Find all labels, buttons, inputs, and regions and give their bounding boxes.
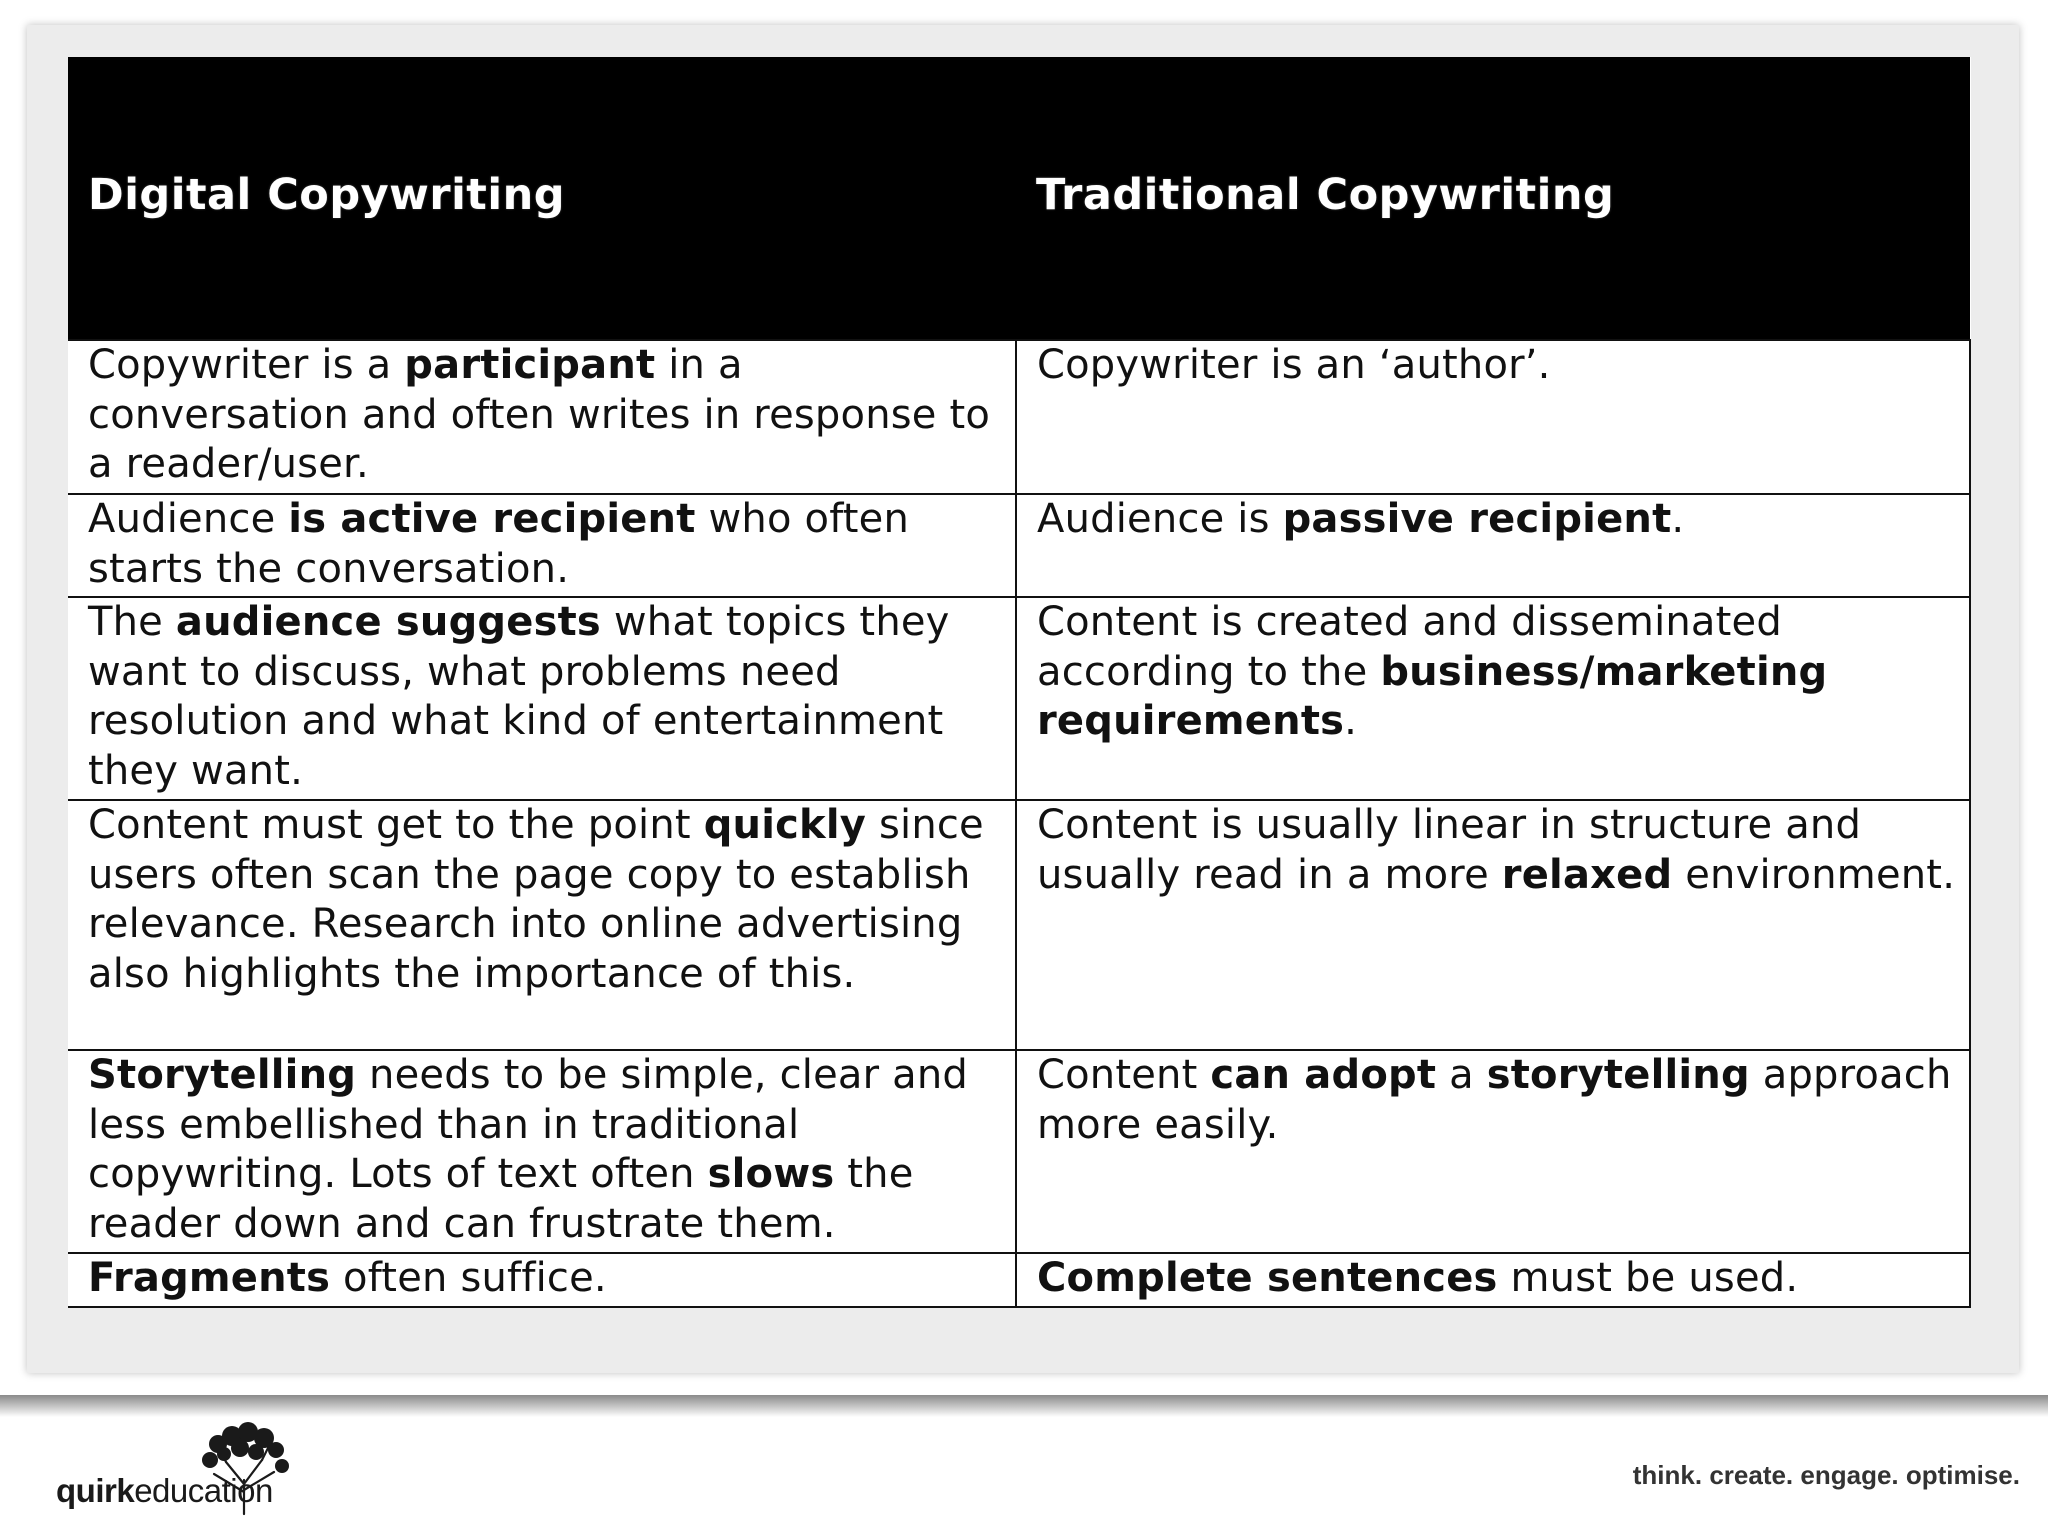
- table-row: [68, 1050, 1970, 1253]
- cell-text: Audience is: [1037, 496, 1283, 542]
- digital-cell: [68, 597, 1016, 800]
- digital-cell: [68, 1253, 1016, 1307]
- cell-text: .: [1344, 698, 1358, 744]
- emphasis-text: storytelling: [1486, 1052, 1750, 1098]
- cell-text: in a conversation and often writes in response to a reader/user.: [88, 342, 991, 487]
- logo-wordmark-rest: education: [134, 1472, 273, 1509]
- emphasis-text: Complete sentences: [1037, 1255, 1498, 1301]
- digital-cell: [68, 800, 1016, 1050]
- cell-text: Content must get to the point: [88, 802, 704, 848]
- cell-text: Content is usually linear in structure and usually read in a more: [1037, 802, 1862, 898]
- emphasis-text: participant: [404, 342, 656, 388]
- cell-text: Copywriter is a: [88, 342, 405, 388]
- emphasis-text: slows: [707, 1151, 835, 1197]
- footer-tagline: think. create. engage. optimise.: [1632, 1460, 2020, 1490]
- cell-text: the reader down and can frustrate them.: [88, 1151, 914, 1247]
- cell-text: who often starts the conversation.: [88, 496, 910, 592]
- table-header-row: [68, 57, 1970, 340]
- emphasis-text: Fragments: [88, 1255, 331, 1301]
- cell-text: Content is created and disseminated according to the: [1037, 599, 1782, 695]
- cell-text: environment.: [1672, 851, 1956, 898]
- emphasis-text: relaxed: [1501, 851, 1673, 898]
- header-traditional-copywriting: Traditional Copywriting: [1016, 57, 1970, 340]
- emphasis-text: audience suggests: [175, 599, 601, 645]
- digital-cell: [68, 494, 1016, 597]
- cell-text: must be used.: [1497, 1255, 1799, 1301]
- table-row: [68, 1253, 1970, 1307]
- cell-text: what topics they want to discuss, what problems need resolution and what kind of entertainment they want.: [88, 599, 950, 794]
- digital-cell: [68, 1050, 1016, 1253]
- traditional-cell: [1016, 1050, 1970, 1253]
- footer-divider-bar: [0, 1395, 2048, 1417]
- traditional-cell: [1016, 1253, 1970, 1307]
- traditional-cell: [1016, 340, 1970, 494]
- table-row: [68, 494, 1970, 597]
- cell-text: needs to be simple, clear and less embellished than in traditional copywriting. Lots of text often: [88, 1052, 969, 1197]
- cell-text: Audience: [88, 496, 289, 542]
- cell-text: approach more easily.: [1037, 1052, 1952, 1148]
- cell-text: since users often scan the page copy to establish relevance. Research into online advertising also highlights the importance of this.: [88, 802, 984, 997]
- traditional-cell: [1016, 494, 1970, 597]
- cell-text: Content: [1037, 1052, 1211, 1098]
- table-row: [68, 800, 1970, 1050]
- logo-wordmark-bold: quirk: [56, 1472, 135, 1509]
- emphasis-text: quickly: [703, 802, 867, 848]
- emphasis-text: is active recipient: [288, 496, 696, 542]
- table-row: [68, 597, 1970, 800]
- digital-cell: [68, 340, 1016, 494]
- quirk-education-logo: [56, 1422, 286, 1522]
- comparison-table: [68, 57, 1971, 1308]
- cell-text: often suffice.: [330, 1255, 607, 1301]
- emphasis-text: can adopt: [1210, 1052, 1437, 1098]
- cell-text: .: [1671, 496, 1685, 542]
- logo-wordmark: [56, 1472, 273, 1510]
- table-row: [68, 340, 1970, 494]
- traditional-cell: [1016, 597, 1970, 800]
- emphasis-text: Storytelling: [88, 1052, 357, 1098]
- cell-text: The: [88, 599, 176, 645]
- emphasis-text: business/marketing requirements: [1037, 648, 1828, 744]
- traditional-cell: [1016, 800, 1970, 1050]
- cell-text: a: [1436, 1052, 1487, 1098]
- header-digital-copywriting: Digital Copywriting: [68, 57, 1016, 340]
- emphasis-text: passive recipient: [1282, 496, 1672, 542]
- cell-text: Copywriter is an ‘author’.: [1037, 342, 1551, 388]
